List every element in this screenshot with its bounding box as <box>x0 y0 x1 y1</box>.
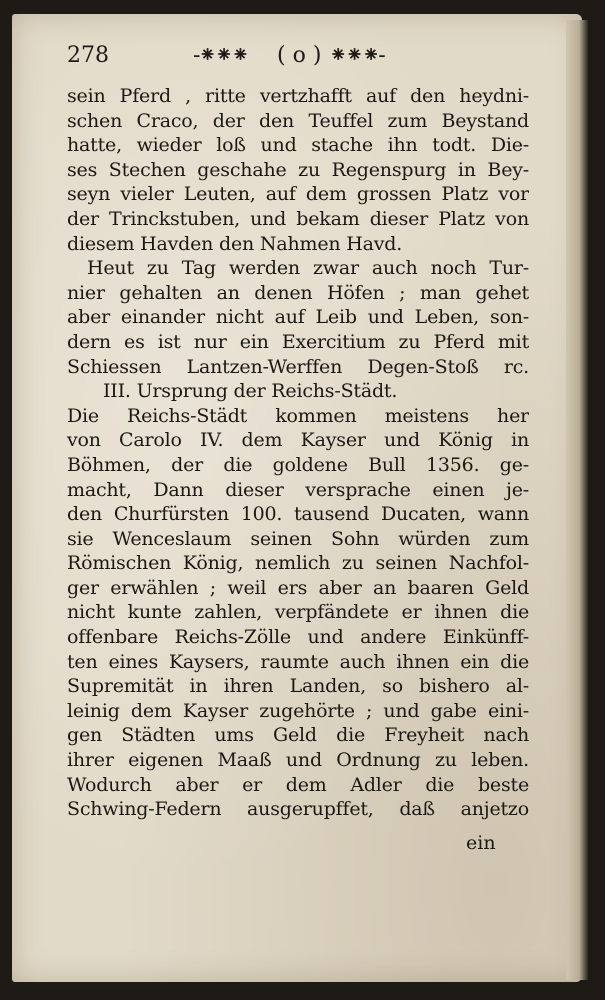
text-line: ses Stechen geschahe zu Regenspurg in Bey- <box>67 158 529 181</box>
text-line: macht, Dann dieser versprache einen je- <box>67 478 529 501</box>
text-line: aber einander nicht auf Leib und Leben, son- <box>67 306 529 329</box>
text-line: sie Wenceslaum seinen Sohn würden zum <box>67 527 529 550</box>
text-line: diesem Havden den Nahmen Havd. <box>67 232 403 255</box>
text-line: ger erwählen ; weil ers aber an baaren Geld <box>67 576 529 599</box>
text-line: hatte, wieder loß und stache ihn todt. Die- <box>67 134 529 157</box>
header-marker: ( o ) <box>277 43 322 68</box>
text-line: offenbare Reichs-Zölle und andere Einkünff- <box>67 626 529 649</box>
text-line: sein Pferd , ritte vertzhafft auf den heydni- <box>67 85 529 107</box>
text-line: Schwing-Federn ausgerupffet, daß anjetzo <box>67 798 529 821</box>
text-line: Wodurch aber er dem Adler die beste <box>67 773 529 796</box>
text-line: Schiessen Lantzen-Werffen Degen-Stoß rc. <box>67 355 529 378</box>
section-heading: III. Ursprung der Reichs-Städt. <box>103 380 398 403</box>
catchword: ein <box>466 832 496 854</box>
ornament-right: ⁕⁕⁕- <box>329 43 384 68</box>
text-line: ihrer eigenen Maaß und Ordnung zu leben. <box>67 749 529 772</box>
text-line: dern es ist nur ein Exercitium zu Pferd mit <box>67 330 529 353</box>
text-line: Supremität in ihren Landen, so bishero al- <box>67 675 529 698</box>
page-number: 278 <box>67 43 109 68</box>
text-line: der Trinckstuben, und bekam dieser Platz von <box>67 207 529 230</box>
ornament-left: -⁕⁕⁕ <box>193 43 248 68</box>
body-text <box>67 84 529 822</box>
text-line: von Carolo IV. dem Kayser und König in <box>67 429 529 452</box>
text-line: leinig dem Kayser zugehörte ; und gabe eini- <box>67 699 529 722</box>
text-line: schen Craco, der den Teuffel zum Beystand <box>67 109 529 132</box>
text-line: Die Reichs-Städt kommen meistens her <box>67 404 529 427</box>
text-line: Böhmen, der die goldene Bull 1356. ge- <box>67 453 529 476</box>
text-line: den Churfürsten 100. tausend Ducaten, wann <box>67 503 529 526</box>
text-line: Heut zu Tag werden zwar auch noch Tur- <box>87 257 529 280</box>
text-line: Römischen König, nemlich zu seinen Nachfol- <box>67 552 529 575</box>
text-line: nier gehalten an denen Höfen ; man gehet <box>67 281 529 304</box>
text-line: ten eines Kaysers, raumte auch ihnen ein die <box>67 650 529 673</box>
page-header <box>67 43 537 79</box>
text-line: gen Städten ums Geld die Freyheit nach <box>67 724 529 747</box>
text-line: seyn vieler Leuten, auf dem grossen Platz vor <box>67 183 529 206</box>
page-fold <box>566 20 588 980</box>
text-line: nicht kunte zahlen, verpfändete er ihnen die <box>67 601 529 624</box>
